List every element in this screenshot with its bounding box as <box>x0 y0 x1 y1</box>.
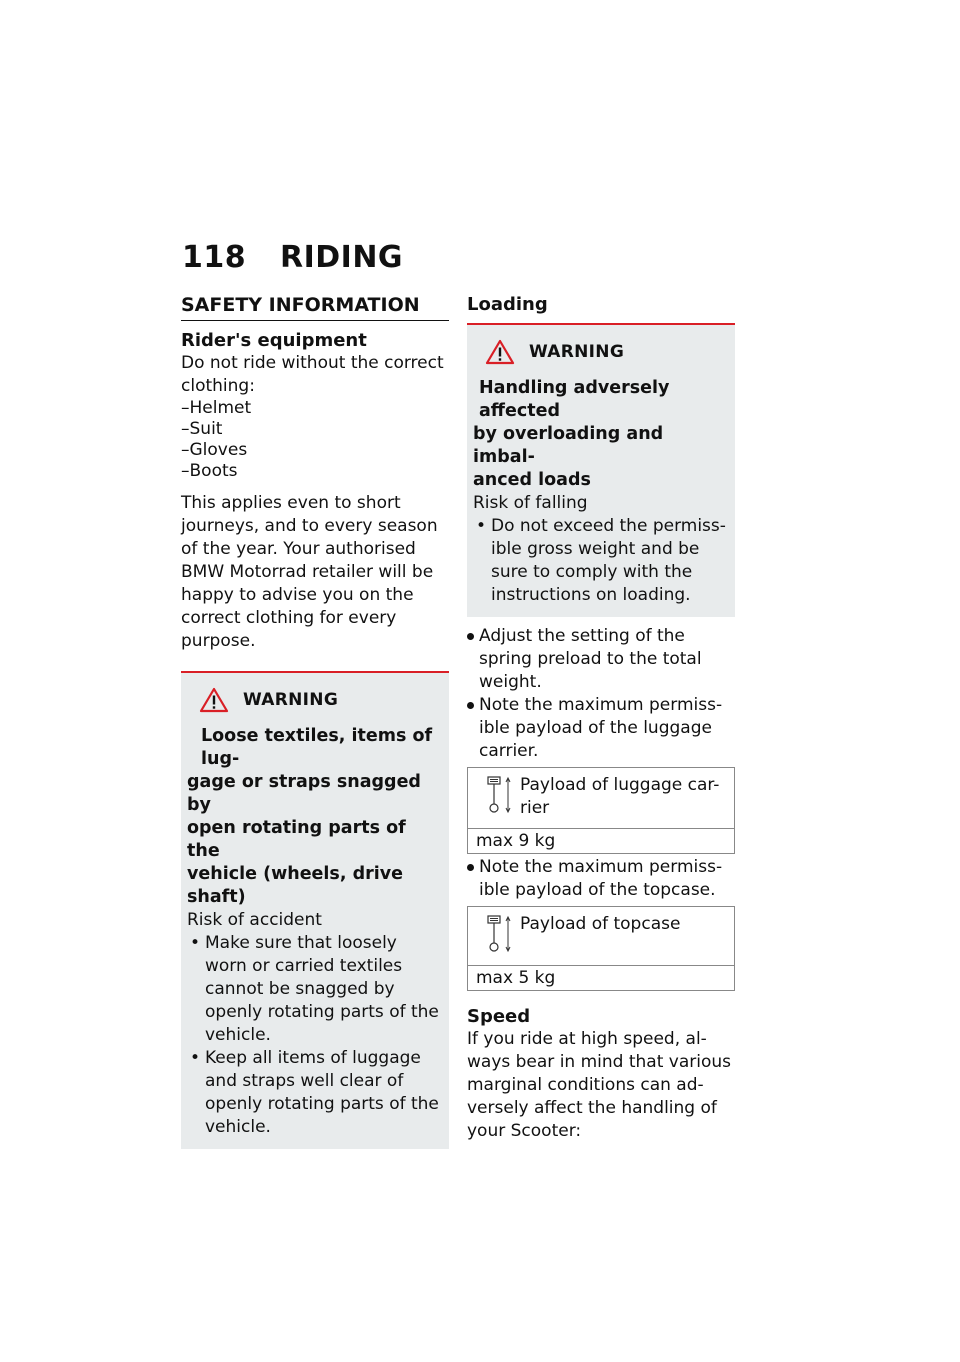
warning-headline: Loose textiles, items of lug- gage or straps snagged by open rotating parts of the vehicle (wheels, drive shaft) <box>187 726 433 907</box>
spec-luggage-carrier <box>467 767 735 854</box>
warning-box-loading <box>467 323 735 617</box>
warning-risk: Risk of accident <box>187 910 322 930</box>
speed-heading: Speed <box>467 1006 531 1027</box>
warning-risk: Risk of falling <box>473 493 588 513</box>
equipment-item: –Helmet <box>181 398 252 418</box>
page-number: 118 <box>182 240 247 275</box>
spec-value: max 5 kg <box>476 968 556 988</box>
equipment-item: –Boots <box>181 461 238 481</box>
warning-triangle-icon <box>485 339 515 365</box>
loading-step: Note the maximum permiss-ible payload of the topcase. <box>467 856 735 902</box>
equipment-item: –Suit <box>181 419 223 439</box>
equipment-paragraph: This applies even to short journeys, and to every season of the year. Your authorised BMW Motorrad retailer will be happy to advise you on the correct clothing for every purpose. <box>181 493 438 651</box>
loading-steps <box>467 856 735 902</box>
page-header <box>182 240 403 275</box>
warning-headline: Handling adversely affected by overloading and imbal- anced loads <box>473 378 670 490</box>
warning-label: WARNING <box>243 690 339 710</box>
payload-scale-icon <box>482 913 514 957</box>
right-column <box>467 294 735 1143</box>
loading-heading: Loading <box>467 294 548 315</box>
loading-step: Adjust the setting of the spring preload to the total weight. <box>467 625 735 694</box>
warning-bullet: • Do not exceed the permiss-ible gross weight and be sure to comply with the instructions on loading. <box>473 515 729 607</box>
loading-step: Note the maximum permiss-ible payload of the luggage carrier. <box>467 694 735 763</box>
riders-equipment-heading: Rider's equipment <box>181 330 367 351</box>
payload-scale-icon <box>482 774 514 818</box>
warning-header <box>199 687 443 713</box>
section-title: SAFETY INFORMATION <box>181 294 449 321</box>
loading-steps <box>467 625 735 763</box>
warning-box-textiles <box>181 671 449 1149</box>
warning-bullet: • Keep all items of luggage and straps well clear of openly rotating parts of the vehicle. <box>187 1047 443 1139</box>
warning-header <box>485 339 729 365</box>
speed-paragraph: If you ride at high speed, al-ways bear in mind that various marginal conditions can ad-versely affect the handling of your Scooter: <box>467 1029 732 1141</box>
spec-label: Payload of luggage car-rier <box>520 775 720 818</box>
warning-bullet: • Make sure that loosely worn or carried textiles cannot be snagged by openly rotating parts of the vehicle. <box>187 932 443 1047</box>
equipment-list <box>181 398 449 482</box>
equipment-item: –Gloves <box>181 440 248 460</box>
equipment-intro: Do not ride without the correct clothing: <box>181 353 444 396</box>
warning-bullets <box>187 932 443 1139</box>
warning-label: WARNING <box>529 342 625 362</box>
spec-topcase <box>467 906 735 991</box>
spec-header <box>468 907 734 966</box>
spec-header <box>468 768 734 829</box>
left-column <box>181 294 449 1149</box>
spec-label: Payload of topcase <box>520 914 681 934</box>
warning-triangle-icon <box>199 687 229 713</box>
chapter-title: RIDING <box>280 240 404 275</box>
warning-bullets <box>473 515 729 607</box>
spec-value: max 9 kg <box>476 831 556 851</box>
